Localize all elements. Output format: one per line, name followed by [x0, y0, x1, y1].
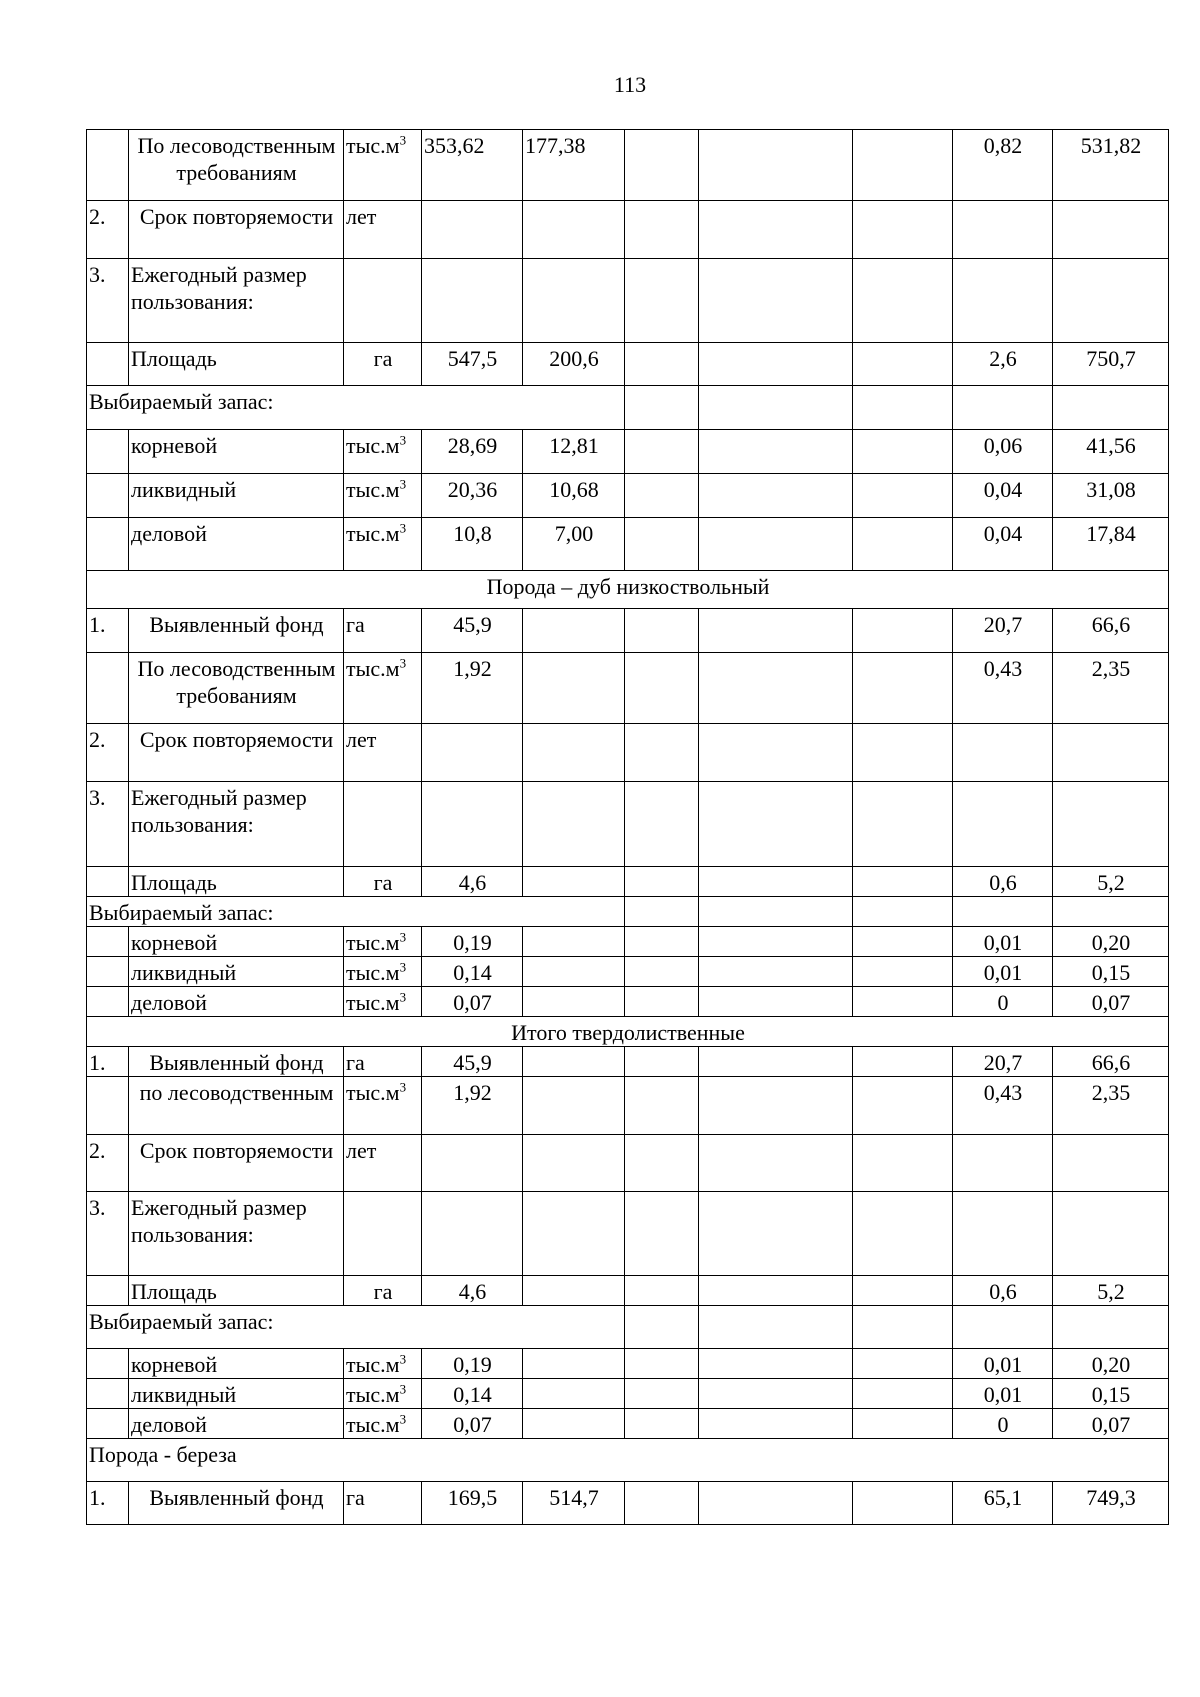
table-row	[87, 1379, 1169, 1409]
row-label: Срок повторяемости	[129, 724, 344, 782]
value-cell: 353,62	[422, 130, 523, 201]
value-cell: 0,07	[422, 987, 523, 1017]
table-row	[87, 474, 1169, 518]
row-label: По лесоводственным требованиям	[137, 656, 336, 708]
table-row	[87, 1077, 1169, 1135]
row-label: корневой	[129, 1349, 344, 1379]
table-row	[87, 1047, 1169, 1077]
unit-cell: $тыс.м^3$	[344, 987, 422, 1017]
value-cell: 750,7	[1053, 343, 1169, 386]
value-cell: 0,43	[953, 653, 1053, 724]
table-row	[87, 1349, 1169, 1379]
value-cell: 2,35	[1053, 653, 1169, 724]
value-cell: 5,2	[1053, 867, 1169, 897]
value-cell: 0,01	[953, 1349, 1053, 1379]
value-cell: 66,6	[1053, 609, 1169, 653]
row-label: Срок повторяемости	[129, 1135, 344, 1192]
value-cell: 0,07	[1053, 1409, 1169, 1439]
unit-cell: га	[344, 1276, 422, 1306]
row-label: ликвидный	[129, 1379, 344, 1409]
unit-cell: $тыс.м^3$	[344, 927, 422, 957]
value-cell: 0,01	[953, 957, 1053, 987]
unit-cell: $тыс.м^3$	[344, 1409, 422, 1439]
value-cell: 0,19	[422, 927, 523, 957]
table-row	[87, 130, 1169, 201]
unit-cell: лет	[344, 1135, 422, 1192]
value-cell: 0,6	[953, 867, 1053, 897]
value-cell: 0,14	[422, 1379, 523, 1409]
value-cell: 0,43	[953, 1077, 1053, 1135]
section-header-row	[87, 1439, 1169, 1482]
value-cell: 0,06	[953, 430, 1053, 474]
unit-cell: га	[344, 1047, 422, 1077]
section-title: Порода - береза	[87, 1439, 1169, 1482]
value-cell: 169,5	[422, 1482, 523, 1525]
value-cell: 0,01	[953, 1379, 1053, 1409]
unit-cell: лет	[344, 724, 422, 782]
value-cell: 0	[953, 987, 1053, 1017]
unit-cell: $тыс.м^3$	[344, 130, 422, 201]
value-cell: 2,6	[953, 343, 1053, 386]
row-label: корневой	[129, 430, 344, 474]
value-cell: 0,19	[422, 1349, 523, 1379]
value-cell: 0,14	[422, 957, 523, 987]
value-cell: 0,15	[1053, 1379, 1169, 1409]
unit-cell: га	[344, 867, 422, 897]
value-cell: 0	[953, 1409, 1053, 1439]
forest-use-table	[86, 129, 1169, 1525]
value-cell: 28,69	[422, 430, 523, 474]
row-label: Выявленный фонд	[129, 1047, 344, 1077]
unit-cell: $тыс.м^3$	[344, 957, 422, 987]
row-number: 2.	[87, 1135, 129, 1192]
value-cell: 31,08	[1053, 474, 1169, 518]
value-cell: 200,6	[523, 343, 625, 386]
row-number: 3.	[87, 782, 129, 867]
value-cell: 0,07	[1053, 987, 1169, 1017]
value-cell: 0,15	[1053, 957, 1169, 987]
value-cell: 0,04	[953, 518, 1053, 571]
table-row	[87, 897, 1169, 927]
table-row	[87, 609, 1169, 653]
value-cell: 749,3	[1053, 1482, 1169, 1525]
unit-cell: $тыс.м^3$	[344, 518, 422, 571]
table-row	[87, 518, 1169, 571]
row-label: деловой	[129, 518, 344, 571]
table-row	[87, 987, 1169, 1017]
value-cell: 0,20	[1053, 1349, 1169, 1379]
row-label: ликвидный	[129, 957, 344, 987]
row-number: 1.	[87, 609, 129, 653]
unit-cell: $тыс.м^3$	[344, 1379, 422, 1409]
value-cell: 0,07	[422, 1409, 523, 1439]
value-cell: 1,92	[422, 653, 523, 724]
section-header-row	[87, 571, 1169, 609]
table-row	[87, 343, 1169, 386]
row-label: Выявленный фонд	[129, 1482, 344, 1525]
unit-cell: га	[344, 609, 422, 653]
value-cell: 17,84	[1053, 518, 1169, 571]
value-cell: 0,82	[953, 130, 1053, 201]
table-row	[87, 201, 1169, 259]
value-cell: 4,6	[422, 867, 523, 897]
value-cell: 2,35	[1053, 1077, 1169, 1135]
section-header-row	[87, 1017, 1169, 1047]
section-title: Итого твердолиственные	[87, 1017, 1169, 1047]
row-label: Срок повторяемости	[129, 201, 344, 259]
unit-cell: $тыс.м^3$	[344, 1349, 422, 1379]
row-number: 3.	[87, 259, 129, 343]
value-cell: 0,6	[953, 1276, 1053, 1306]
row-number: 2.	[87, 724, 129, 782]
value-cell: 10,8	[422, 518, 523, 571]
table-row	[87, 1135, 1169, 1192]
unit-cell: $тыс.м^3$	[344, 474, 422, 518]
page-number: 113	[613, 72, 647, 97]
value-cell: 20,7	[953, 1047, 1053, 1077]
value-cell: 4,6	[422, 1276, 523, 1306]
value-cell: 1,92	[422, 1077, 523, 1135]
value-cell: 5,2	[1053, 1276, 1169, 1306]
value-cell: 45,9	[422, 609, 523, 653]
row-label: деловой	[129, 987, 344, 1017]
value-cell: 20,7	[953, 609, 1053, 653]
table-row	[87, 1192, 1169, 1276]
row-number: 2.	[87, 201, 129, 259]
table-row	[87, 867, 1169, 897]
row-label: ликвидный	[129, 474, 344, 518]
unit-cell: $тыс.м^3$	[344, 653, 422, 724]
row-label: Ежегодный размер пользования:	[129, 1192, 344, 1276]
unit-cell: лет	[344, 201, 422, 259]
value-cell: 45,9	[422, 1047, 523, 1077]
row-label: по лесоводственным	[129, 1077, 344, 1135]
row-label: корневой	[129, 927, 344, 957]
unit-cell: га	[344, 343, 422, 386]
table-row	[87, 653, 1169, 724]
table-row	[87, 1306, 1169, 1349]
table-row	[87, 386, 1169, 430]
table-row	[87, 1276, 1169, 1306]
row-number: 1.	[87, 1047, 129, 1077]
table-row	[87, 724, 1169, 782]
table-row	[87, 259, 1169, 343]
table-row	[87, 430, 1169, 474]
row-label: Площадь	[129, 343, 344, 386]
row-label: По лесоводственным требованиям	[137, 133, 336, 185]
value-cell: 20,36	[422, 474, 523, 518]
unit-cell: $тыс.м^3$	[344, 1077, 422, 1135]
row-label: Ежегодный размер пользования:	[129, 782, 344, 867]
row-label: Выбираемый запас:	[87, 386, 625, 430]
value-cell: 547,5	[422, 343, 523, 386]
row-label: Выбираемый запас:	[87, 1306, 625, 1349]
section-title: Порода – дуб низкоствольный	[87, 571, 1169, 609]
value-cell: 66,6	[1053, 1047, 1169, 1077]
value-cell: 10,68	[523, 474, 625, 518]
row-number: 1.	[87, 1482, 129, 1525]
row-label: Выбираемый запас:	[87, 897, 625, 927]
value-cell: 0,01	[953, 927, 1053, 957]
value-cell: 65,1	[953, 1482, 1053, 1525]
row-label: Площадь	[129, 867, 344, 897]
table-row	[87, 927, 1169, 957]
table-row	[87, 782, 1169, 867]
row-label: Выявленный фонд	[129, 609, 344, 653]
table-row	[87, 1409, 1169, 1439]
table-row	[87, 957, 1169, 987]
unit-cell: га	[344, 1482, 422, 1525]
value-cell: 177,38	[523, 130, 625, 201]
value-cell: 514,7	[523, 1482, 625, 1525]
value-cell: 531,82	[1053, 130, 1169, 201]
row-number: 3.	[87, 1192, 129, 1276]
row-label: деловой	[129, 1409, 344, 1439]
value-cell: 12,81	[523, 430, 625, 474]
row-label: Площадь	[129, 1276, 344, 1306]
table-row	[87, 1482, 1169, 1525]
value-cell: 41,56	[1053, 430, 1169, 474]
row-label: Ежегодный размер пользования:	[129, 259, 344, 343]
value-cell: 7,00	[523, 518, 625, 571]
value-cell: 0,04	[953, 474, 1053, 518]
unit-cell: $тыс.м^3$	[344, 430, 422, 474]
value-cell: 0,20	[1053, 927, 1169, 957]
